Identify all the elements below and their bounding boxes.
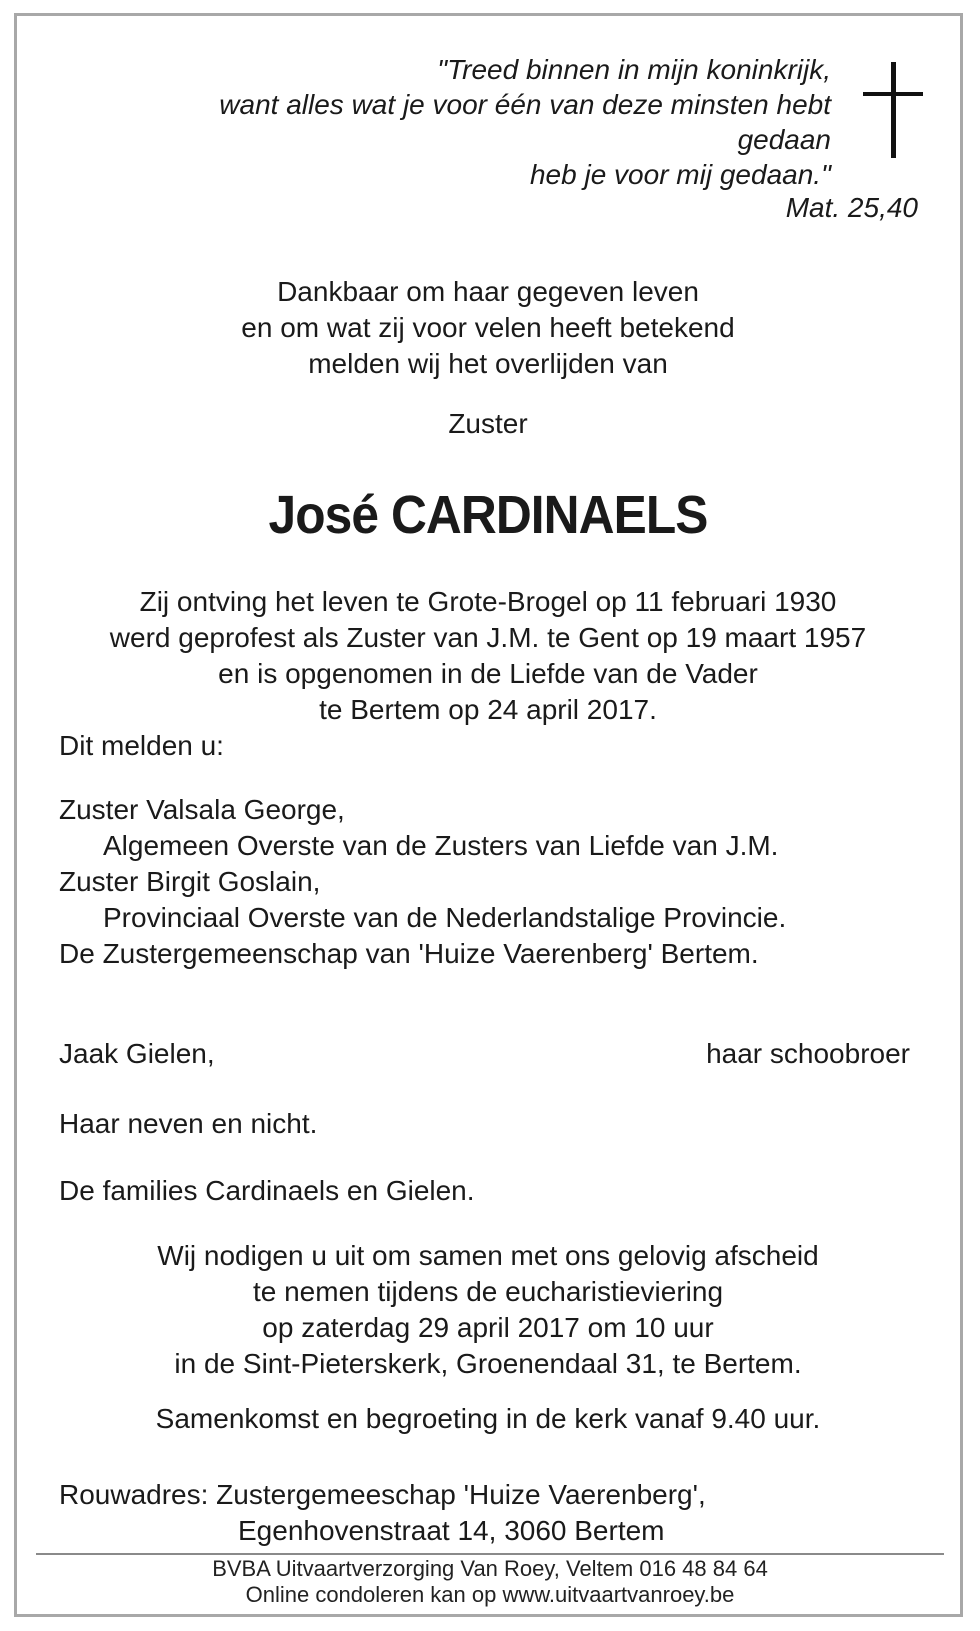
quote-line: want alles wat je voor één van deze minsten hebt bbox=[219, 89, 831, 120]
bio-line: en is opgenomen in de Liefde van de Vader bbox=[218, 658, 758, 689]
announce-label: Dit melden u: bbox=[59, 730, 224, 761]
family-relation: haar schoobroer bbox=[706, 1038, 910, 1069]
announcer-community: De Zustergemeenschap van 'Huize Vaerenberg' Bertem. bbox=[59, 938, 759, 969]
title-prefix: Zuster bbox=[448, 408, 528, 439]
footer-divider bbox=[36, 1553, 944, 1555]
online-condolence-link[interactable]: Online condoleren kan op www.uitvaartvanroey.be bbox=[245, 1582, 735, 1607]
invitation-line: in de Sint-Pieterskerk, Groenendaal 31, te Bertem. bbox=[174, 1348, 802, 1379]
bible-quote bbox=[111, 52, 831, 192]
deceased-name: José CARDINAELS bbox=[268, 485, 708, 545]
invitation-line: te nemen tijdens de eucharistieviering bbox=[252, 1276, 724, 1307]
intro-line: en om wat zij voor velen heeft betekend bbox=[241, 312, 735, 343]
bio-line: Zij ontving het leven te Grote-Brogel op 11 februari 1930 bbox=[139, 586, 837, 617]
bio-line: werd geprofest als Zuster van J.M. te Gent op 19 maart 1957 bbox=[109, 622, 867, 653]
gathering-note: Samenkomst en begroeting in de kerk vanaf 9.40 uur. bbox=[155, 1403, 821, 1434]
intro-line: melden wij het overlijden van bbox=[308, 348, 668, 379]
family-person: Jaak Gielen, bbox=[59, 1038, 215, 1069]
announcer-name: Zuster Birgit Goslain, bbox=[59, 866, 321, 897]
address-line2: Egenhovenstraat 14, 3060 Bertem bbox=[238, 1515, 665, 1546]
intro-text bbox=[40, 274, 936, 382]
intro-line: Dankbaar om haar gegeven leven bbox=[277, 276, 699, 307]
quote-source: Mat. 25,40 bbox=[785, 192, 918, 223]
announcer-name: Zuster Valsala George, bbox=[59, 794, 345, 825]
family-names: De families Cardinaels en Gielen. bbox=[59, 1175, 475, 1206]
invitation-line: op zaterdag 29 april 2017 om 10 uur bbox=[262, 1312, 714, 1343]
biography bbox=[40, 584, 936, 728]
bio-line: te Bertem op 24 april 2017. bbox=[319, 694, 657, 725]
funeral-home-info: BVBA Uitvaartverzorging Van Roey, Veltem 016 48 84 64 bbox=[212, 1556, 768, 1581]
announcer-role: Algemeen Overste van de Zusters van Liefde van J.M. bbox=[103, 830, 779, 861]
family-cousins: Haar neven en nicht. bbox=[59, 1108, 318, 1139]
invitation-line: Wij nodigen u uit om samen met ons gelovig afscheid bbox=[157, 1240, 819, 1271]
address-line1: Rouwadres: Zustergemeeschap 'Huize Vaerenberg', bbox=[59, 1479, 706, 1510]
quote-line: "Treed binnen in mijn koninkrijk, bbox=[437, 54, 831, 85]
invitation bbox=[40, 1238, 936, 1382]
quote-line: gedaan bbox=[737, 124, 831, 155]
announcers-list bbox=[59, 792, 786, 972]
cross-icon bbox=[863, 62, 923, 158]
announcer-role: Provinciaal Overste van de Nederlandstalige Provincie. bbox=[103, 902, 787, 933]
quote-line: heb je voor mij gedaan." bbox=[529, 159, 831, 190]
